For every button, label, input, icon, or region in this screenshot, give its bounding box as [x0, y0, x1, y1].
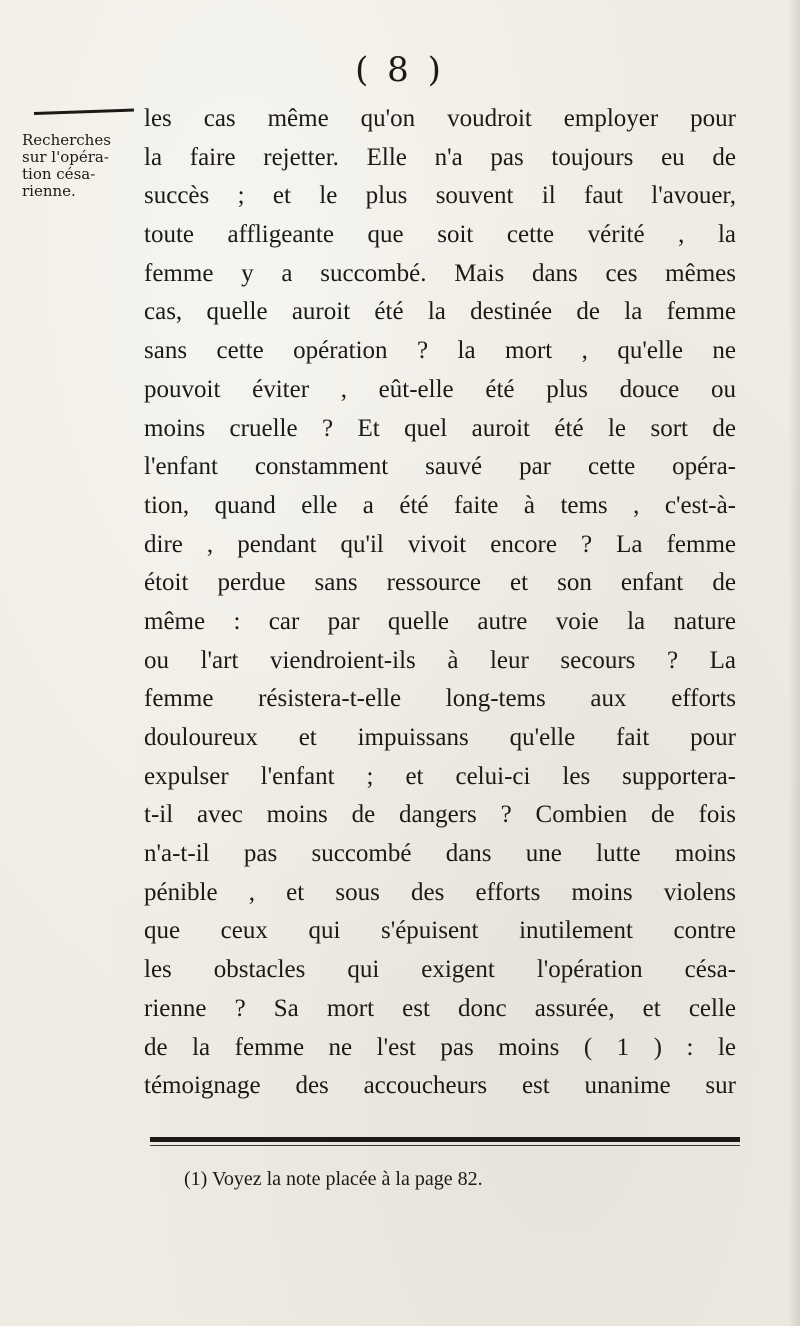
footnote: (1) Voyez la note placée à la page 82. — [184, 1168, 483, 1190]
body-text — [144, 100, 736, 1106]
text-line: témoignage des accoucheurs est unanime sur — [144, 1072, 736, 1100]
text-line: rienne ? Sa mort est donc assurée, et celle — [144, 994, 736, 1022]
text-line: succès ; et le plus souvent il faut l'avouer, — [144, 182, 736, 210]
margin-note-line: sur l'opéra- — [22, 148, 109, 166]
text-line: ou l'art viendroient-ils à leur secours ? La — [144, 646, 736, 674]
margin-rule — [34, 109, 134, 115]
footnote-rule — [150, 1137, 740, 1142]
text-line: sans cette opération ? la mort , qu'elle ne — [144, 337, 736, 365]
text-line: étoit perdue sans ressource et son enfant de — [144, 569, 736, 597]
footnote-rule-thin — [150, 1145, 740, 1146]
page-edge-shadow — [788, 0, 800, 1326]
page-number: ( 8 ) — [355, 50, 445, 90]
text-line: tion, quand elle a été faite à tems , c'est-à- — [144, 491, 736, 519]
text-line: moins cruelle ? Et quel auroit été le sort de — [144, 414, 736, 442]
text-line: les cas même qu'on voudroit employer pour — [144, 105, 736, 132]
text-line: femme y a succombé. Mais dans ces mêmes — [144, 259, 736, 287]
text-line: pouvoit éviter , eût-elle été plus douce ou — [144, 375, 736, 403]
text-line: même : car par quelle autre voie la nature — [144, 607, 736, 635]
text-line: toute affligeante que soit cette vérité , la — [144, 221, 736, 249]
text-line: de la femme ne l'est pas moins ( 1 ) : le — [144, 1033, 736, 1061]
text-line: n'a-t-il pas succombé dans une lutte moins — [144, 840, 736, 868]
text-line: douloureux et impuissans qu'elle fait pour — [144, 724, 736, 751]
text-line: femme résistera-t-elle long-tems aux efforts — [144, 685, 736, 713]
text-line: cas, quelle auroit été la destinée de la femme — [144, 298, 736, 326]
margin-note-line: tion césa- — [22, 165, 96, 183]
margin-note-line: Recherches — [22, 131, 111, 149]
text-line: t-il avec moins de dangers ? Combien de fois — [144, 801, 736, 829]
text-line: l'enfant constamment sauvé par cette opéra- — [144, 453, 736, 481]
text-line: la faire rejetter. Elle n'a pas toujours eu de — [144, 143, 736, 171]
margin-note-line: rienne. — [22, 182, 76, 200]
text-line: expulser l'enfant ; et celui-ci les supportera- — [144, 762, 736, 790]
margin-note — [22, 132, 142, 200]
text-line: dire , pendant qu'il vivoit encore ? La femme — [144, 530, 736, 558]
text-line: les obstacles qui exigent l'opération césa- — [144, 956, 736, 984]
text-line: pénible , et sous des efforts moins violens — [144, 878, 736, 906]
text-line: que ceux qui s'épuisent inutilement contre — [144, 917, 736, 945]
